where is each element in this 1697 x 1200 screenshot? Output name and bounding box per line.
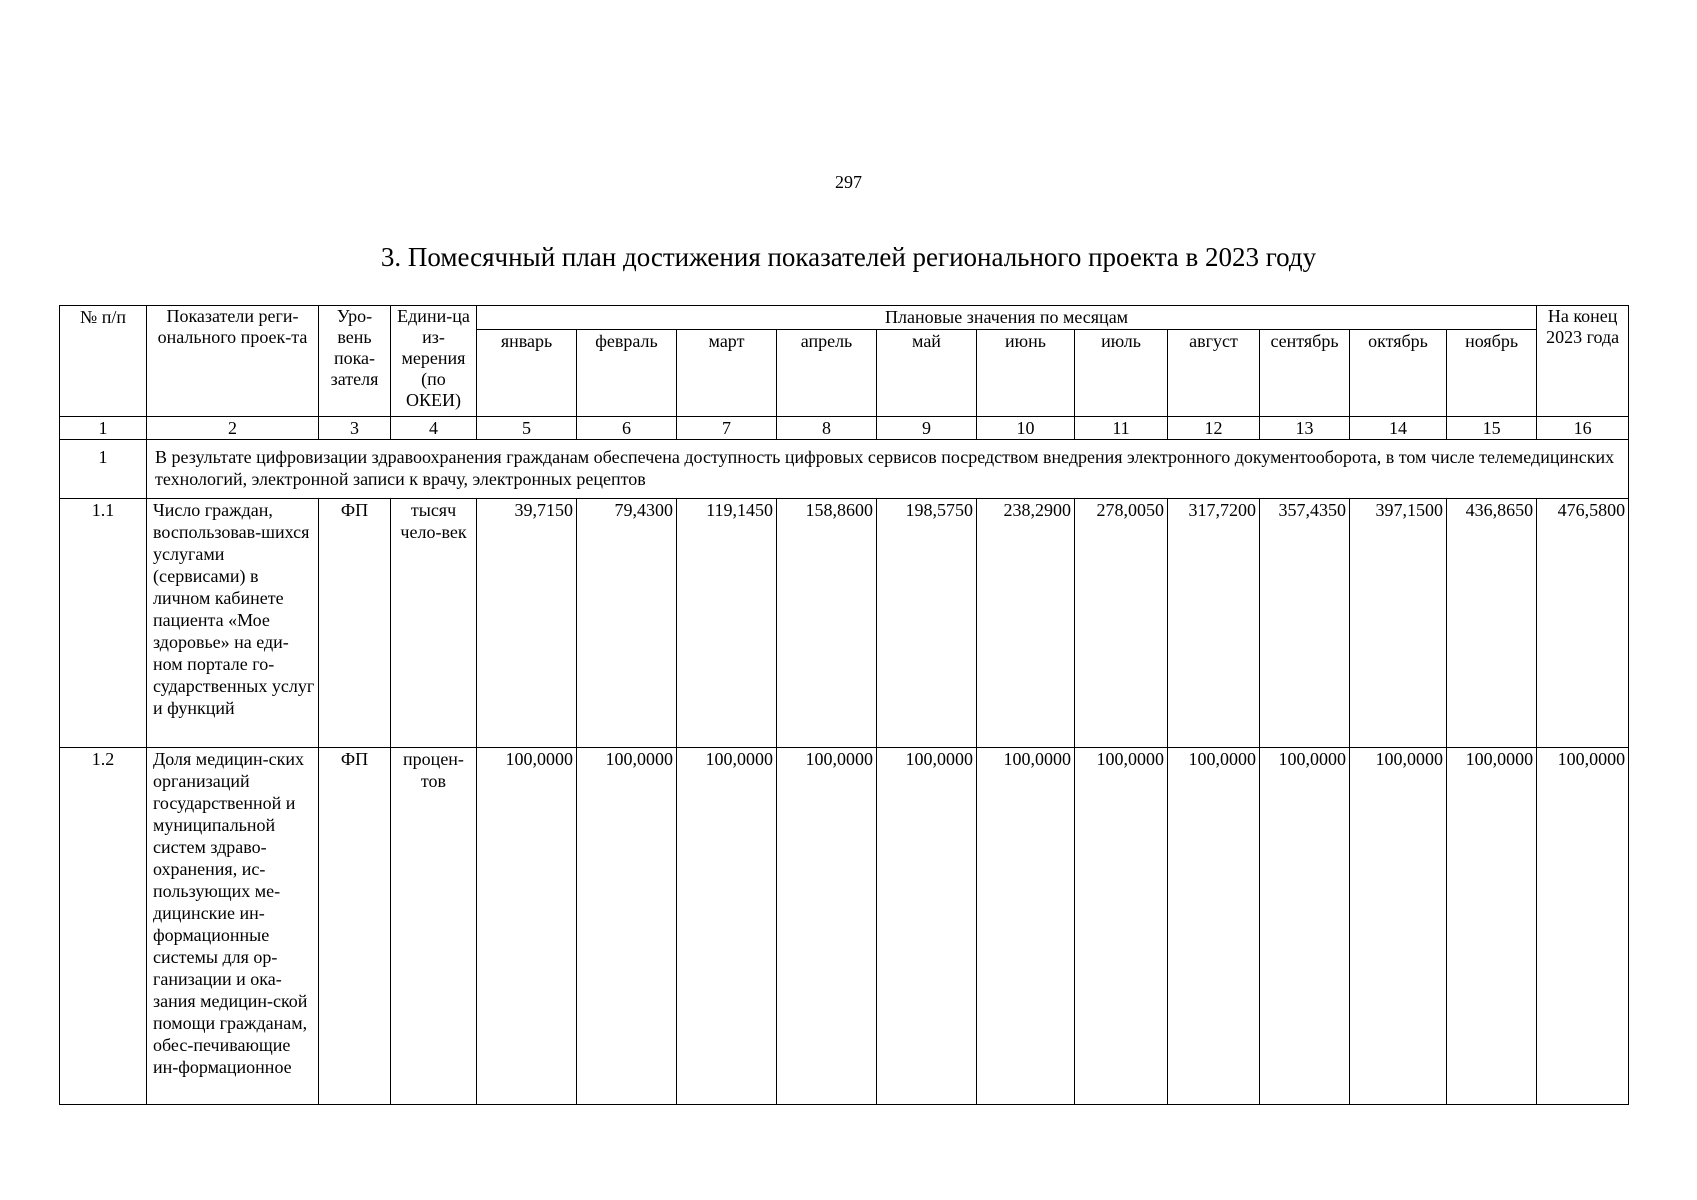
column-number: 16 [1537,417,1629,440]
value-cell: 100,0000 [777,748,877,1105]
column-number: 6 [577,417,677,440]
goal-row [60,440,1629,499]
header-month: апрель [777,330,877,417]
column-number: 5 [477,417,577,440]
column-number: 8 [777,417,877,440]
value-cell: 100,0000 [877,748,977,1105]
column-number: 7 [677,417,777,440]
value-cell-year-end: 100,0000 [1537,748,1629,1105]
value-cell: 100,0000 [1075,748,1168,1105]
header-month: май [877,330,977,417]
value-cell: 198,5750 [877,499,977,748]
indicator-number: 1.2 [60,748,147,1105]
header-month: июнь [977,330,1075,417]
column-number: 14 [1350,417,1447,440]
document-title: 3. Помесячный план достижения показателей регионального проекта в 2023 году [380,242,1317,272]
header-month: сентябрь [1260,330,1350,417]
value-cell: 100,0000 [977,748,1075,1105]
table-row [60,499,1629,748]
header-level: Уро-вень пока-зателя [319,306,391,417]
indicator-unit: процен-тов [391,748,477,1105]
indicator-level: ФП [319,499,391,748]
value-cell: 100,0000 [477,748,577,1105]
column-number-row [60,417,1629,440]
header-planned-values: Плановые значения по месяцам [477,306,1537,330]
table-row [60,748,1629,1105]
value-cell: 436,8650 [1447,499,1537,748]
header-indicator: Показатели реги-онального проек-та [147,306,319,417]
header-num: № п/п [60,306,147,417]
value-cell: 100,0000 [1260,748,1350,1105]
value-cell: 100,0000 [1168,748,1260,1105]
header-month: июль [1075,330,1168,417]
value-cell: 158,8600 [777,499,877,748]
column-number: 3 [319,417,391,440]
header-month: ноябрь [1447,330,1537,417]
indicator-unit: тысяч чело-век [391,499,477,748]
column-number: 15 [1447,417,1537,440]
value-cell: 397,1500 [1350,499,1447,748]
indicator-name: Доля медицин-ских организаций государственной и муниципальной систем здраво-охранения, ис-пользующих ме-дицинские ин-формационные системы для ор-ганизации и ока-зания медицин-ской помощи гражданам, обес-печивающие ин-формационное [147,748,319,1105]
goal-text: В результате цифровизации здравоохранения гражданам обеспечена доступность цифровых сервисов посредством внедрения электронного документооборота, в том числе телемедицинских технологий, электронной записи к врачу, электронных рецептов [147,440,1629,499]
value-cell: 357,4350 [1260,499,1350,748]
column-number: 2 [147,417,319,440]
value-cell: 100,0000 [1447,748,1537,1105]
value-cell: 100,0000 [1350,748,1447,1105]
value-cell: 39,7150 [477,499,577,748]
value-cell: 119,1450 [677,499,777,748]
column-number: 4 [391,417,477,440]
column-number: 11 [1075,417,1168,440]
column-number: 1 [60,417,147,440]
column-number: 12 [1168,417,1260,440]
value-cell-year-end: 476,5800 [1537,499,1629,748]
value-cell: 317,7200 [1168,499,1260,748]
value-cell: 278,0050 [1075,499,1168,748]
header-month: август [1168,330,1260,417]
header-year-end: На конец 2023 года [1537,306,1629,417]
monthly-plan-table [59,305,1629,1105]
goal-number: 1 [60,440,147,499]
value-cell: 100,0000 [677,748,777,1105]
value-cell: 79,4300 [577,499,677,748]
column-number: 9 [877,417,977,440]
indicator-level: ФП [319,748,391,1105]
header-month: март [677,330,777,417]
indicator-name: Число граждан, воспользовав-шихся услугами (сервисами) в личном кабинете пациента «Мое здоровье» на еди-ном портале го-сударственных услуг и функций [147,499,319,748]
indicator-number: 1.1 [60,499,147,748]
page-number: 297 [835,172,862,192]
value-cell: 238,2900 [977,499,1075,748]
header-month: октябрь [1350,330,1447,417]
header-month: январь [477,330,577,417]
header-month: февраль [577,330,677,417]
column-number: 13 [1260,417,1350,440]
value-cell: 100,0000 [577,748,677,1105]
column-number: 10 [977,417,1075,440]
header-unit: Едини-ца из-мерения (по ОКЕИ) [391,306,477,417]
header-row-top [60,306,1629,330]
